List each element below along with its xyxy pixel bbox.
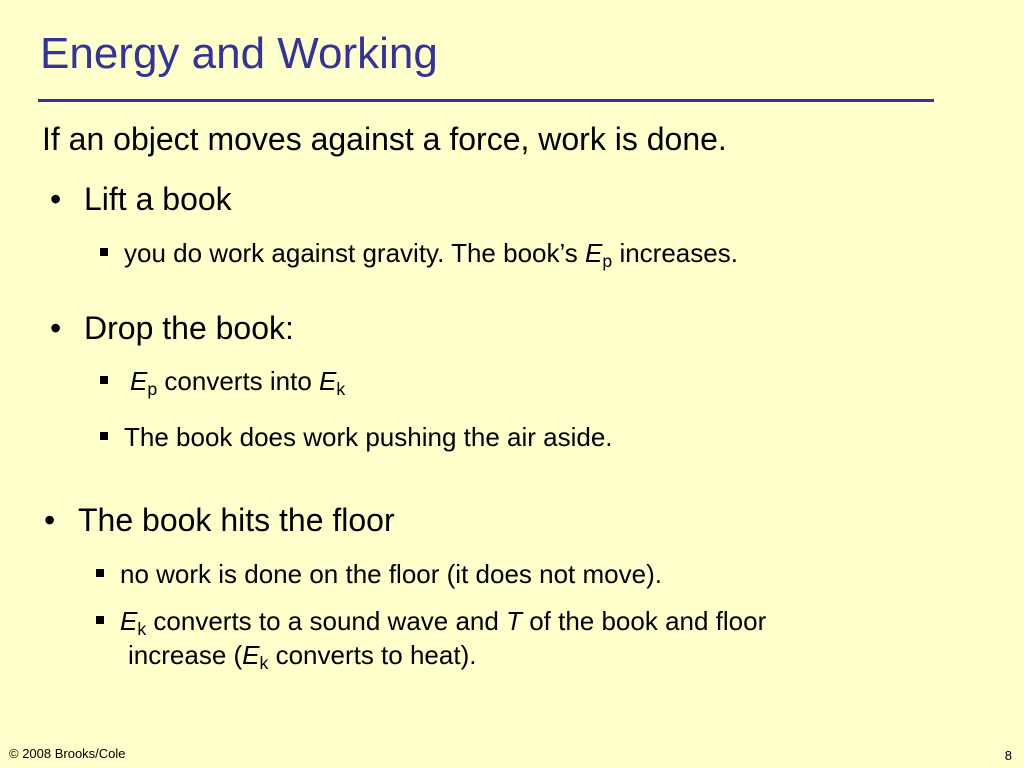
square-bullet-icon [100,248,108,256]
bullet-label: The book hits the floor [78,502,395,538]
copyright-footer: © 2008 Brooks/Cole [9,746,126,761]
square-bullet-icon [96,616,104,624]
sub-text-line2-post: converts to heat). [268,639,477,670]
bullet-drop-book [50,309,294,347]
title-underline [38,99,934,102]
sub-bullet-gravity [100,237,738,271]
bullet-hits-floor [44,501,395,539]
intro-text: If an object moves against a force, work is done. [42,121,727,157]
sub-text-post: of the book and floor [521,606,767,636]
energy-subscript: p [602,250,613,271]
temperature-symbol: T [506,606,522,636]
sub-text-line2-pre: increase ( [128,639,243,670]
sub-text: no work is done on the floor (it does not move). [120,559,662,589]
bullet-label: Drop the book: [84,310,294,346]
energy-subscript: k [259,652,269,673]
bullet-dot: • [44,502,56,538]
bullet-label: Lift a book [84,181,232,217]
sub-text-continuation [96,639,956,673]
energy-subscript: k [336,378,346,399]
sub-bullet-ep-to-ek [100,365,345,399]
sub-bullet-no-work [96,558,662,592]
energy-symbol: E [120,606,138,636]
bullet-dot: • [50,181,62,217]
energy-subscript: p [147,378,158,399]
sub-text-mid: converts into [157,366,320,396]
energy-symbol: E [319,366,337,396]
sub-bullet-air [100,421,613,455]
energy-symbol: E [130,366,148,396]
energy-symbol: E [585,238,603,268]
bullet-lift-book [50,180,232,218]
square-bullet-icon [96,569,104,577]
page-number: 8 [1004,748,1012,763]
square-bullet-icon [100,376,108,384]
sub-text-mid: converts to a sound wave and [146,606,507,636]
sub-text-pre: you do work against gravity. The book’s [124,238,586,268]
sub-bullet-sound-wave [96,605,956,673]
energy-subscript: k [137,618,147,639]
slide-title: Energy and Working [40,29,438,78]
sub-text-post: increases. [612,238,738,268]
energy-symbol: E [242,639,260,670]
bullet-dot: • [50,310,62,346]
square-bullet-icon [100,432,108,440]
sub-text: The book does work pushing the air aside. [124,422,613,452]
